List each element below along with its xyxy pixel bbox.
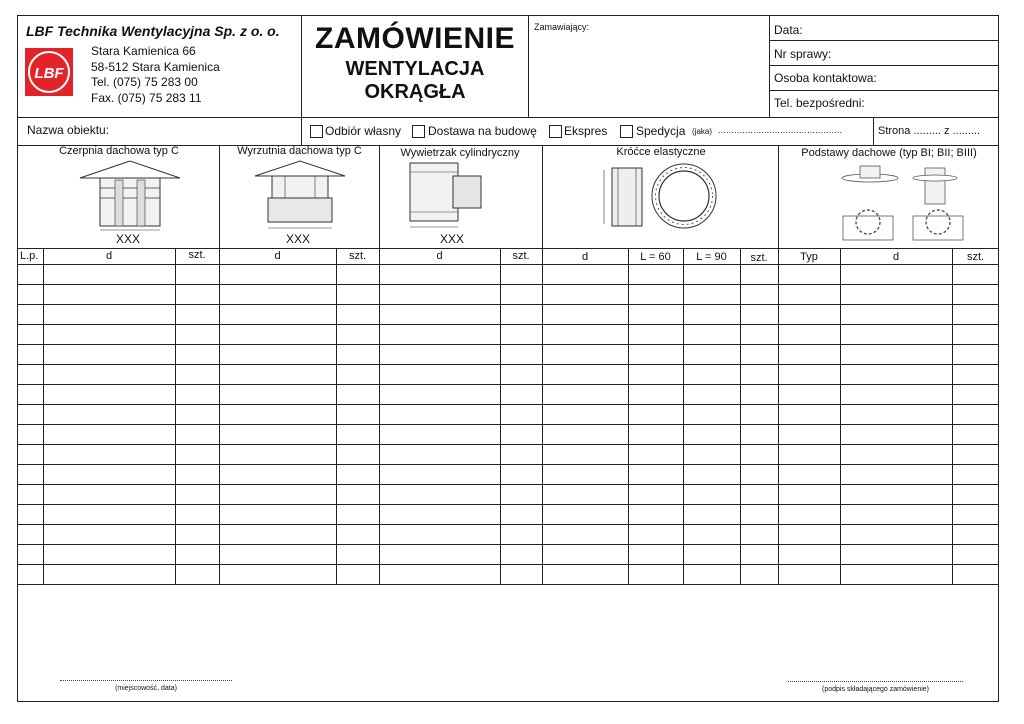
col-header-krocce-l60: L = 60	[640, 251, 671, 263]
forwarding-note: (jaka)	[692, 127, 713, 136]
contact-person-label: Osoba kontaktowa:	[774, 71, 877, 85]
col-header-czerpnia-szt: szt.	[188, 249, 206, 261]
address-city: 58-512 Stara Kamienica	[91, 60, 220, 74]
col-header-krocce-l90: L = 90	[696, 251, 727, 263]
object-name-field[interactable]	[115, 118, 300, 144]
signature-line[interactable]	[788, 681, 963, 682]
col-header-podstawy-d: d	[892, 251, 900, 263]
podstawy-drawing-icon	[835, 158, 985, 243]
product-title-wyrzutnia: Wyrzutnia dachowa typ C	[237, 145, 362, 157]
address-street: Stara Kamienica 66	[91, 44, 196, 58]
direct-phone-label: Tel. bezpośredni:	[774, 96, 865, 110]
wyrzutnia-drawing-icon	[250, 158, 350, 233]
forwarding-checkbox[interactable]	[620, 125, 633, 138]
fax-number: Fax. (075) 75 283 11	[91, 91, 202, 105]
contact-person-field[interactable]	[880, 66, 998, 89]
wywietrzak-drawing-icon	[405, 160, 495, 232]
col-header-wyrzutnia-d: d	[274, 250, 281, 262]
case-number-label: Nr sprawy:	[774, 47, 832, 61]
case-number-field[interactable]	[840, 41, 998, 64]
col-header-wyrzutnia-szt: szt.	[348, 250, 367, 262]
express-checkbox[interactable]	[549, 125, 562, 138]
col-header-krocce-szt: szt.	[750, 252, 768, 264]
company-logo	[25, 48, 73, 96]
place-date-caption: (miejscowość, data)	[115, 685, 177, 692]
company-name: LBF Technika Wentylacyjna Sp. z o. o.	[26, 23, 280, 39]
svg-text:LBF: LBF	[34, 65, 64, 82]
czerpnia-drawing-icon	[75, 158, 185, 233]
col-header-podstawy-typ: Typ	[800, 251, 818, 263]
self-pickup-label: Odbiór własny	[325, 124, 402, 138]
zamawiajacy-field[interactable]	[529, 34, 768, 116]
forwarding-label: Spedycja	[636, 124, 686, 138]
site-delivery-checkbox[interactable]	[412, 125, 425, 138]
wywietrzak-code: XXX	[440, 232, 465, 246]
form-subtitle-line1: WENTYLACJA	[345, 58, 485, 80]
site-delivery-label: Dostawa na budowę	[428, 124, 537, 138]
object-name-label: Nazwa obiektu:	[27, 123, 110, 137]
czerpnia-code: XXX	[116, 232, 141, 246]
direct-phone-field[interactable]	[870, 91, 998, 116]
phone-number: Tel. (075) 75 283 00	[91, 75, 198, 89]
col-header-lp: L.p.	[20, 250, 39, 262]
col-header-wywietrzak-d: d	[436, 250, 443, 262]
product-title-podstawy: Podstawy dachowe (typ BI; BII; BIII)	[801, 147, 977, 159]
col-header-krocce-d: d	[581, 251, 589, 263]
self-pickup-checkbox[interactable]	[310, 125, 323, 138]
form-title: ZAMÓWIENIE	[315, 22, 515, 55]
date-field[interactable]	[815, 16, 998, 39]
wyrzutnia-code: XXX	[286, 232, 311, 246]
col-header-podstawy-szt: szt.	[966, 251, 985, 263]
date-label: Data:	[774, 23, 803, 37]
express-label: Ekspres	[564, 124, 608, 138]
product-title-czerpnia: Czerpnia dachowa typ C	[59, 145, 179, 157]
form-subtitle-line2: OKRĄGŁA	[364, 81, 466, 103]
product-title-wywietrzak: Wywietrzak cylindryczny	[400, 147, 520, 159]
col-header-wywietrzak-szt: szt.	[512, 250, 530, 262]
col-header-czerpnia-d: d	[105, 250, 113, 262]
page-number-label: Strona ......... z .........	[878, 125, 981, 137]
krocce-drawing-icon	[600, 160, 730, 235]
place-date-line[interactable]	[60, 680, 232, 681]
forwarding-dots[interactable]: ..............................................	[718, 125, 843, 135]
signature-caption: (podpis składającego zamówienie)	[821, 686, 929, 693]
zamawiajacy-label: Zamawiający:	[534, 22, 590, 32]
product-title-krocce: Króćce elastyczne	[616, 146, 706, 158]
